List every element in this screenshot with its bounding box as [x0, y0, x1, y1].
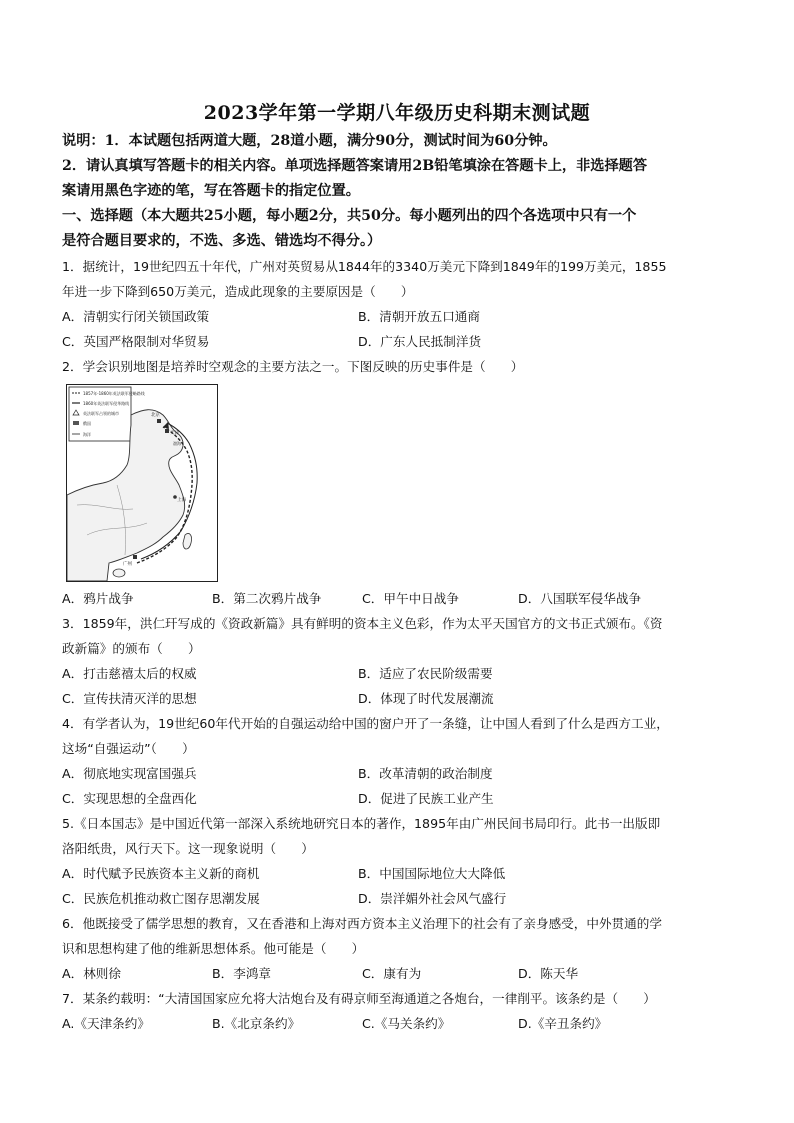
question-5-option-c: C．民族危机推动救亡图存思潮发展	[62, 891, 260, 906]
map-legend-text-2: 1860年英法联军侵华路线	[83, 401, 130, 406]
map-label-shanghai: 上海	[177, 498, 186, 503]
question-1-option-c: C．英国严格限制对华贸易	[62, 334, 210, 349]
question-2-option-a: A．鸦片战争	[62, 591, 134, 606]
question-6-option-d: D．陈天华	[518, 966, 579, 981]
map-label-bohai: 渤海	[173, 441, 181, 446]
map-drawing	[67, 385, 217, 581]
page-title: 2023学年第一学期八年级历史科期末测试题	[203, 102, 591, 124]
question-3-option-b: B．适应了农民阶级需要	[358, 666, 493, 681]
question-4-option-b: B．改革清朝的政治制度	[358, 766, 493, 781]
map-label-guangzhou: 广州	[123, 562, 132, 567]
question-2-option-c: C．甲午中日战争	[362, 591, 459, 606]
question-1-line-1: 1．据统计，19世纪四五十年代，广州对英贸易从1844年的3340万美元下降到1849年的199万美元，1855	[62, 259, 667, 274]
question-5-option-a: A．时代赋予民族资本主义新的商机	[62, 866, 260, 881]
question-4-line-2: 这场“自强运动”（ ）	[62, 741, 195, 756]
question-7-option-d: D.《辛丑条约》	[518, 1016, 608, 1031]
question-4-line-1: 4．有学者认为，19世纪60年代开始的自强运动给中国的窗户开了一条缝，让中国人看到了什么是西方工业，	[62, 716, 669, 731]
question-5-line-1: 5.《日本国志》是中国近代第一部深入系统地研究日本的著作，1895年由广州民间书局印行。此书一出版即	[62, 816, 661, 831]
question-3-line-1: 3．1859年，洪仁玕写成的《资政新篇》具有鲜明的资本主义色彩，作为太平天国官方的文书正式颁布。《资	[62, 616, 663, 631]
map-legend-text-5: 海洋	[83, 432, 91, 437]
question-6-option-c: C．康有为	[362, 966, 422, 981]
question-6-line-2: 识和思想构建了他的维新思想体系。他可能是（ ）	[62, 941, 365, 956]
question-6-line-1: 6．他既接受了儒学思想的教育，又在香港和上海对西方资本主义治理下的社会有了亲身感受，中外贯通的学	[62, 916, 662, 931]
section-heading-line-1: 一、选择题（本大题共25小题，每小题2分，共50分。每小题列出的四个各选项中只有一个	[62, 208, 637, 224]
question-1-option-d: D．广东人民抵制洋货	[358, 334, 482, 349]
question-5-option-b: B．中国国际地位大大降低	[358, 866, 506, 881]
section-heading-line-2: 是符合题目要求的，不选、多选、错选均不得分。）	[62, 233, 382, 249]
question-3-line-2: 政新篇》的颁布（ ）	[62, 641, 201, 656]
question-6-option-b: B．李鸿章	[212, 966, 272, 981]
map-legend-text-4: 俄国	[83, 421, 91, 426]
question-3-option-a: A．打击慈禧太后的权威	[62, 666, 197, 681]
question-4-option-a: A．彻底地实现富国强兵	[62, 766, 197, 781]
question-5-line-2: 洛阳纸贵，风行天下。这一现象说明（ ）	[62, 841, 314, 856]
instructions-line-1: 说明：1．本试题包括两道大题，28道小题，满分90分，测试时间为60分钟。	[62, 133, 557, 149]
question-4-option-d: D．促进了民族工业产生	[358, 791, 494, 806]
question-4-option-c: C．实现思想的全盘西化	[62, 791, 197, 806]
question-7-option-c: C.《马关条约》	[362, 1016, 451, 1031]
question-5-option-d: D．崇洋媚外社会风气盛行	[358, 891, 507, 906]
question-3-option-d: D．体现了时代发展潮流	[358, 691, 494, 706]
question-6-option-a: A．林则徐	[62, 966, 121, 981]
question-7-option-a: A.《天津条约》	[62, 1016, 150, 1031]
map-label-beijing: 北京	[151, 413, 160, 418]
question-1-option-a: A．清朝实行闭关锁国政策	[62, 309, 210, 324]
map-legend-text-3: 英法联军占领的城市	[83, 411, 119, 416]
map-label-tianjin: 天津	[170, 431, 179, 436]
history-map-figure	[66, 384, 218, 582]
question-2-option-d: D．八国联军侵华战争	[518, 591, 642, 606]
question-1-line-2: 年进一步下降到650万美元，造成此现象的主要原因是（ ）	[62, 284, 414, 299]
question-1-option-b: B．清朝开放五口通商	[358, 309, 480, 324]
question-2-option-b: B．第二次鸦片战争	[212, 591, 322, 606]
question-7-option-b: B.《北京条约》	[212, 1016, 301, 1031]
instructions-line-2: 2．请认真填写答题卡的相关内容。单项选择题答案请用2B铅笔填涂在答题卡上，非选择题答	[62, 158, 648, 174]
map-legend-text-1: 1857年-1860年英法联军侵略路线	[83, 391, 145, 396]
question-7-line-1: 7．某条约载明：“大清国国家应允将大沽炮台及有碍京师至海通道之各炮台，一律削平。该条约是（ ）	[62, 991, 656, 1006]
question-2-line-1: 2．学会识别地图是培养时空观念的主要方法之一。下图反映的历史事件是（ ）	[62, 359, 524, 374]
instructions-line-3: 案请用黑色字迹的笔，写在答题卡的指定位置。	[62, 183, 360, 199]
question-3-option-c: C．宣传扶清灭洋的思想	[62, 691, 197, 706]
